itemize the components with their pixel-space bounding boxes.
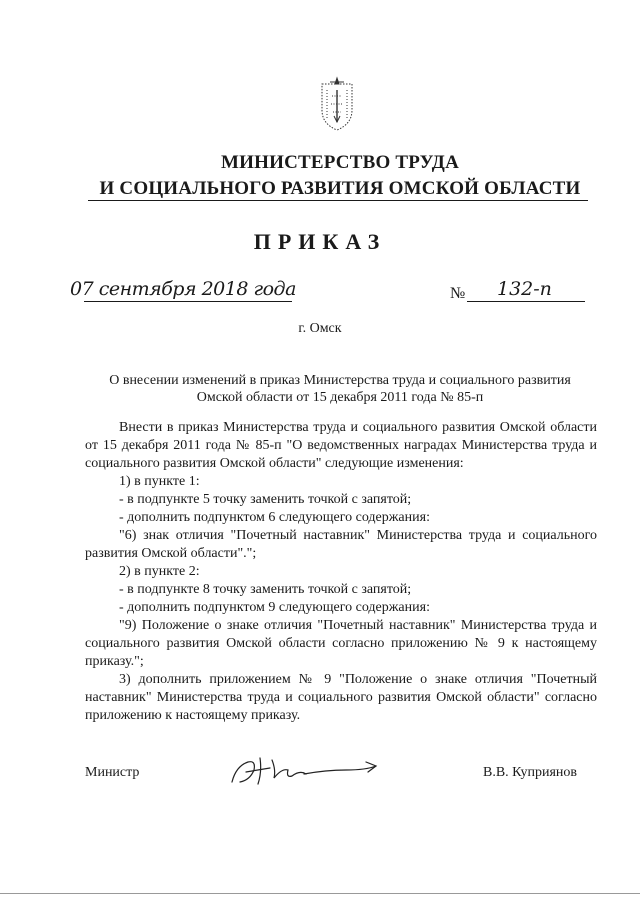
- coat-of-arms-icon: [318, 76, 356, 134]
- item-1-sub-b: - дополнить подпунктом 6 следующего содержания:: [119, 510, 430, 525]
- item-1: 1) в пункте 1:: [119, 474, 200, 489]
- handwritten-date: 07 сентября 2018 года: [70, 278, 296, 300]
- item-1-quote: "6) знак отличия "Почетный наставник" Министерства труда и социального развития Омской области".";: [85, 528, 597, 561]
- item-2-quote: "9) Положение о знаке отличия "Почетный наставник" Министерства труда и социального развития Омской области согласно приложению № 9 к настоящему приказу.";: [85, 618, 597, 669]
- signatory-name: В.В. Куприянов: [483, 765, 577, 780]
- date-line: [84, 301, 292, 302]
- ministry-name-line1: МИНИСТЕРСТВО ТРУДА: [221, 152, 459, 173]
- handwritten-order-number: 132-п: [497, 278, 552, 300]
- body-intro: Внести в приказ Министерства труда и социального развития Омской области от 15 декабря 2011 года № 85-п "О ведомственных наградах Министерства труда и социального развития Омской области" следующие изменения:: [85, 420, 597, 471]
- ministry-underline: [88, 200, 588, 201]
- signatory-title: Министр: [85, 765, 140, 780]
- order-body: [85, 419, 597, 725]
- ministry-name-line2: И СОЦИАЛЬНОГО РАЗВИТИЯ ОМСКОЙ ОБЛАСТИ: [99, 178, 581, 199]
- number-sign: №: [450, 285, 466, 302]
- item-2-sub-a: - в подпункте 8 точку заменить точкой с запятой;: [119, 582, 412, 597]
- item-2: 2) в пункте 2:: [119, 564, 200, 579]
- item-1-sub-a: - в подпункте 5 точку заменить точкой с запятой;: [119, 492, 412, 507]
- document-type-title: ПРИКАЗ: [253, 229, 387, 254]
- order-subject: О внесении изменений в приказ Министерства труда и социального развития Омской области от 15 декабря 2011 года № 85-п: [109, 373, 571, 405]
- signature-image: [226, 748, 386, 792]
- number-line: [467, 301, 585, 302]
- page-bottom-rule: [0, 893, 640, 894]
- item-2-sub-b: - дополнить подпунктом 9 следующего содержания:: [119, 600, 430, 615]
- item-3: 3) дополнить приложением № 9 "Положение о знаке отличия "Почетный наставник" Министерства труда и социального развития Омской области" согласно приложению к настоящему приказу.: [85, 672, 597, 723]
- city: г. Омск: [298, 321, 342, 336]
